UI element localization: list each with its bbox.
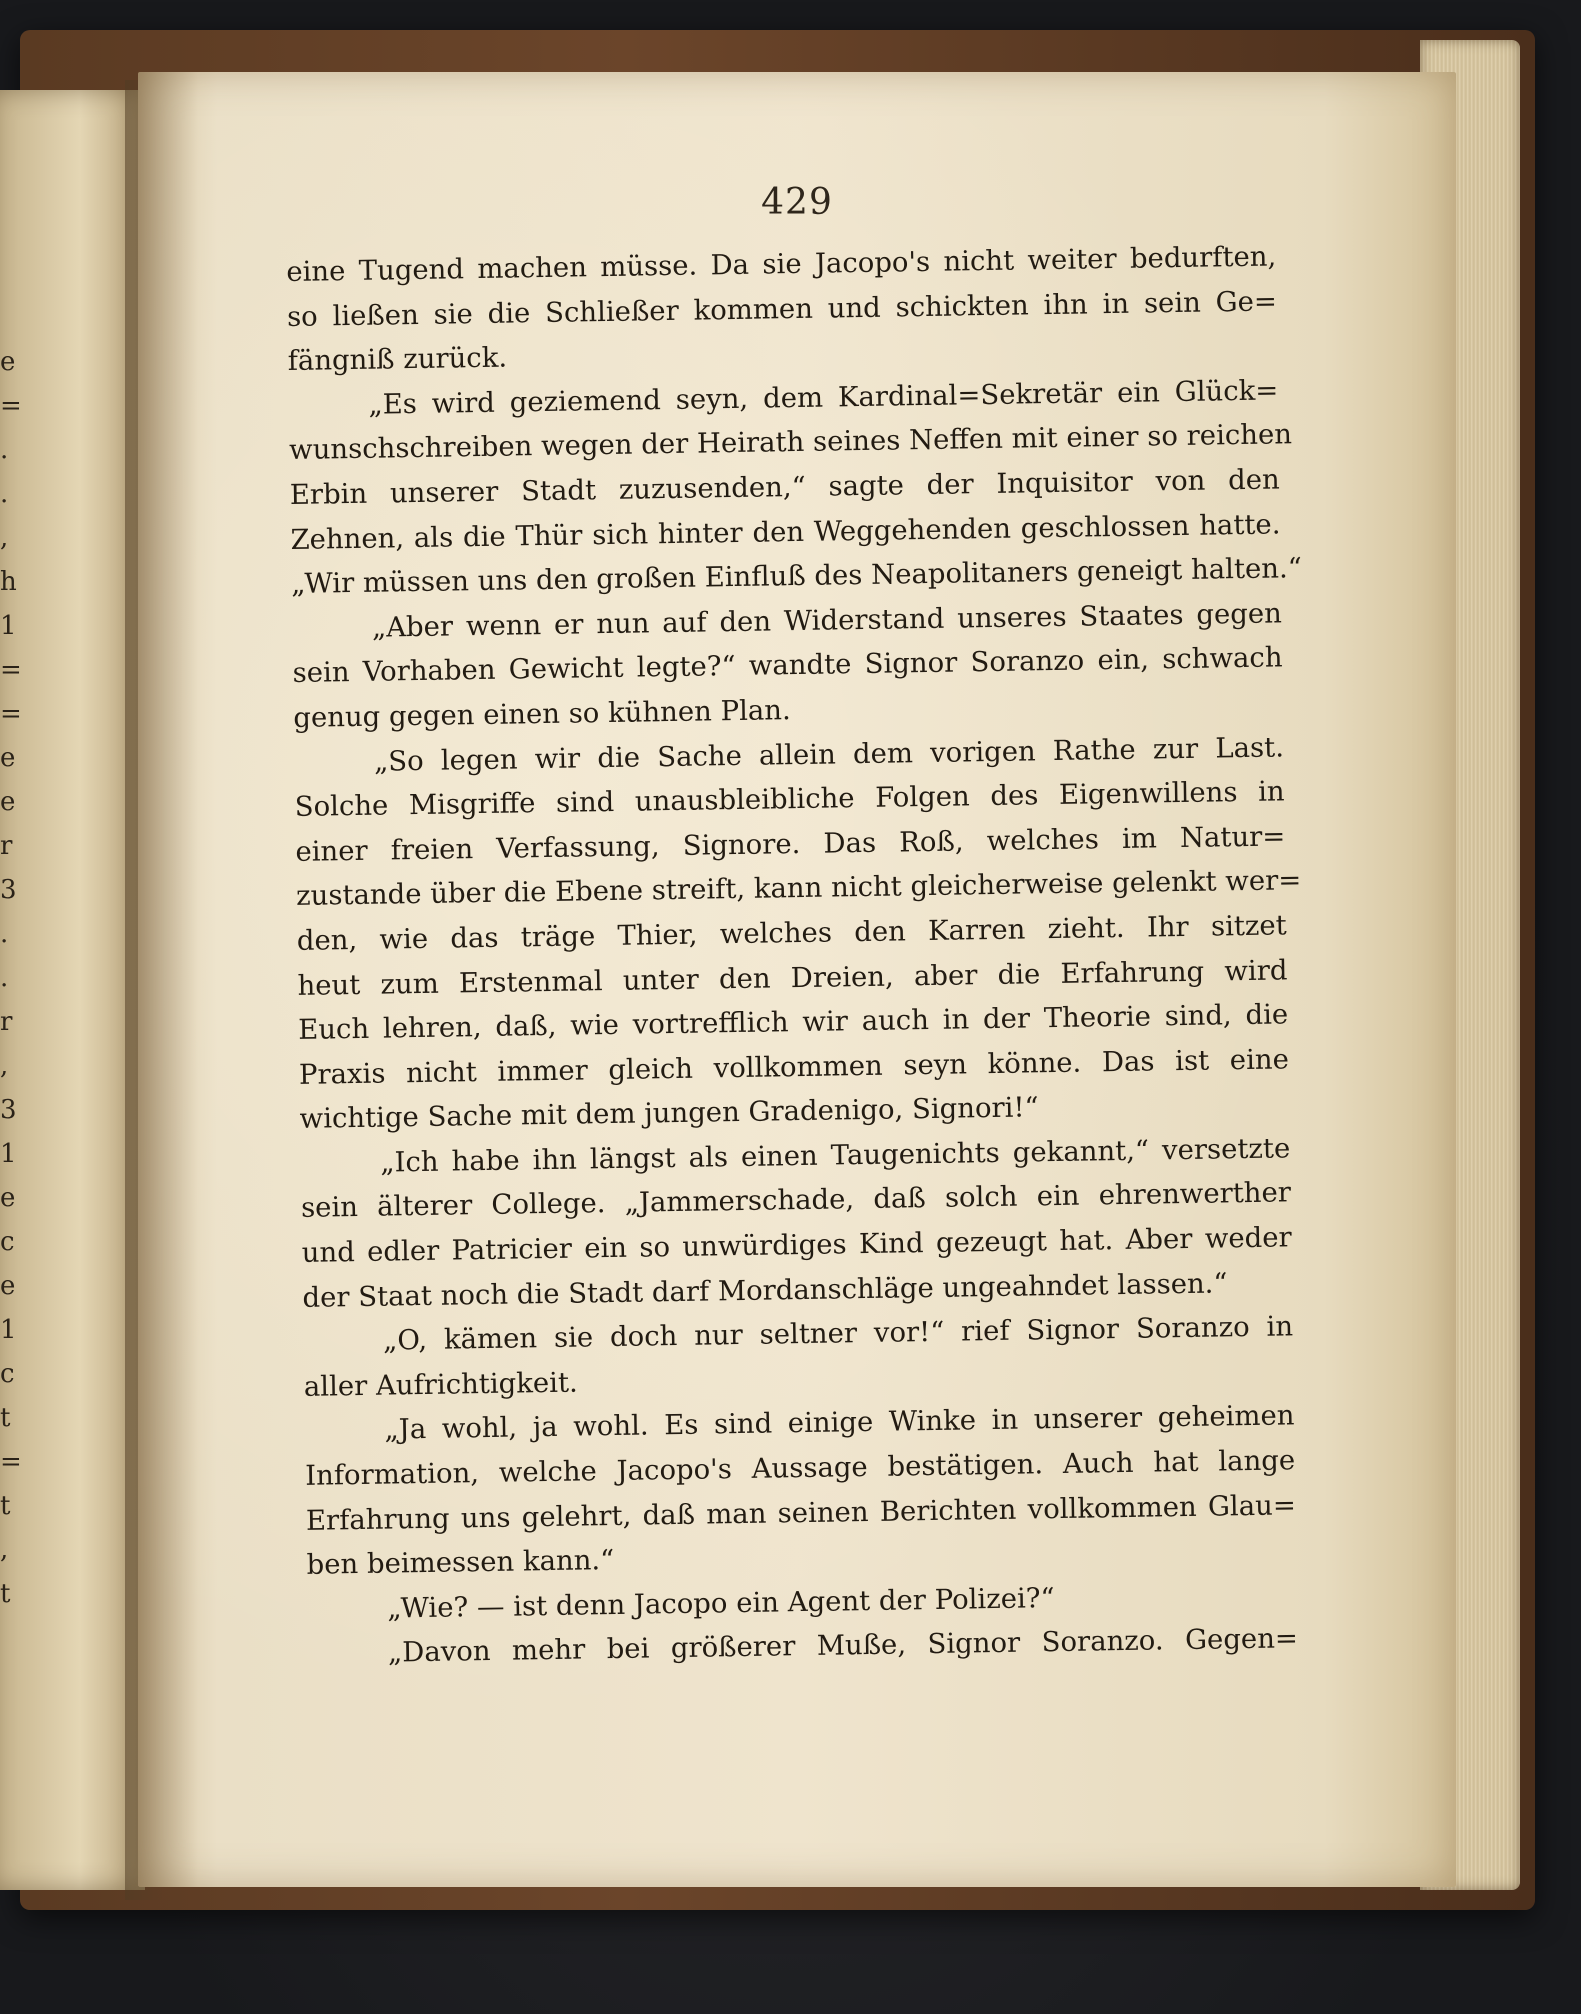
text-line: der Staat noch die Stadt darf Mordanschläge ungeahndet lassen.“ xyxy=(302,1266,1228,1314)
left-page-mark: t xyxy=(0,1491,11,1521)
text-line: so ließen sie die Schließer kommen und schickten ihn in sein Ge= xyxy=(286,285,1278,333)
left-page-mark: , xyxy=(0,1051,9,1081)
right-page xyxy=(138,72,1456,1887)
left-page-mark: c xyxy=(0,1227,15,1257)
text-line: den, wie das träge Thier, welches den Karren zieht. Ihr sitzet xyxy=(296,909,1287,957)
left-page-mark: e xyxy=(0,1271,16,1301)
left-page-mark: . xyxy=(0,479,9,509)
text-line: Erbin unserer Stadt zuzusenden,“ sagte der Inquisitor von den xyxy=(289,463,1280,511)
text-line: „Aber wenn er nun auf den Widerstand unseres Staates gegen xyxy=(371,597,1283,644)
text-line: Erfahrung uns gelehrt, daß man seinen Berichten vollkommen Glau= xyxy=(305,1488,1297,1537)
text-line: wunschschreiben wegen der Heirath seines Neffen mit einer so reichen xyxy=(288,418,1293,467)
left-page-mark: = xyxy=(0,699,22,729)
left-page-mark: . xyxy=(0,919,9,949)
left-page-mark: . xyxy=(0,963,9,993)
text-line: einer freien Verfassung, Signore. Das Roß, welches im Natur= xyxy=(295,820,1286,868)
left-page-mark: e xyxy=(0,787,16,817)
text-line: sein älterer College. „Jammerschade, daß solch ein ehrenwerther xyxy=(300,1176,1292,1225)
text-line: Information, welche Jacopo's Aussage bestätigen. Auch hat lange xyxy=(305,1444,1296,1492)
text-line: aller Aufrichtigkeit. xyxy=(303,1366,579,1403)
text-line: „Wie? — ist denn Jacopo ein Agent der Polizei?“ xyxy=(387,1581,1055,1625)
left-page-text-fragments xyxy=(0,340,20,1616)
text-line: zustande über die Ebene streift, kann nicht gleicherweise gelenkt wer= xyxy=(295,864,1302,913)
text-line: „Davon mehr bei größerer Muße, Signor Soranzo. Gegen= xyxy=(387,1622,1299,1669)
text-line: und edler Patricier ein so unwürdiges Kind gezeugt hat. Aber weder xyxy=(301,1221,1292,1269)
left-page-mark: . xyxy=(0,435,9,465)
left-page-mark: 1 xyxy=(0,611,17,641)
text-line: „O, kämen sie doch nur seltner vor!“ rief Signor Soranzo in xyxy=(382,1310,1294,1357)
left-page-mark: e xyxy=(0,347,16,377)
page-body-text xyxy=(286,234,1303,1676)
text-line: eine Tugend machen müsse. Da sie Jacopo's nicht weiter bedurften, xyxy=(286,240,1277,288)
text-line: Praxis nicht immer gleich vollkommen seyn könne. Das ist eine xyxy=(298,1043,1290,1091)
text-line: „Es wird geziemend seyn, dem Kardinal=Sekretär ein Glück= xyxy=(368,374,1279,421)
left-page-mark: e xyxy=(0,1183,16,1213)
text-line: ben beimessen kann.“ xyxy=(306,1544,615,1582)
left-page-mark: t xyxy=(0,1579,11,1609)
left-page-mark: 3 xyxy=(0,875,17,905)
left-page-mark: h xyxy=(0,567,17,597)
left-page-mark: c xyxy=(0,1359,15,1389)
left-page-mark: r xyxy=(0,831,13,861)
text-line: „Ich habe ihn längst als einen Taugenichts gekannt,“ versetzte xyxy=(380,1132,1291,1179)
left-page-mark: e xyxy=(0,743,16,773)
left-page-mark: = xyxy=(0,655,22,685)
text-line: „Wir müssen uns den großen Einfluß des Neapolitaners geneigt halten.“ xyxy=(290,552,1303,601)
left-page xyxy=(0,90,145,1890)
text-line: heut zum Erstenmal unter den Dreien, aber die Erfahrung wird xyxy=(297,953,1288,1002)
left-page-mark: 1 xyxy=(0,1315,17,1345)
left-page-mark: 1 xyxy=(0,1139,17,1169)
left-page-mark: = xyxy=(0,1447,22,1477)
left-page-mark: 3 xyxy=(0,1095,17,1125)
text-line: „So legen wir die Sache allein dem vorigen Rathe zur Last. xyxy=(373,730,1285,778)
text-line: Zehnen, als die Thür sich hinter den Weggehenden geschlossen hatte. xyxy=(290,507,1281,556)
text-line: Solche Misgriffe sind unausbleibliche Folgen des Eigenwillens in xyxy=(294,775,1285,824)
text-line: „Ja wohl, ja wohl. Es sind einige Winke in unserer geheimen xyxy=(384,1399,1295,1447)
left-page-mark: , xyxy=(0,523,9,553)
left-page-mark: t xyxy=(0,1403,11,1433)
left-page-mark: , xyxy=(0,1535,9,1565)
page-number: 429 xyxy=(761,182,833,223)
text-line: Euch lehren, daß, wie vortrefflich wir auch in der Theorie sind, die xyxy=(298,998,1289,1046)
text-line: genug gegen einen so kühnen Plan. xyxy=(293,694,791,734)
left-page-mark: = xyxy=(0,391,22,421)
text-line: wichtige Sache mit dem jungen Gradenigo, Signori!“ xyxy=(299,1091,1039,1136)
left-page-mark: r xyxy=(0,1007,13,1037)
text-line: fängniß zurück. xyxy=(287,341,508,378)
text-line: sein Vorhaben Gewicht legte?“ wandte Signor Soranzo ein, schwach xyxy=(292,641,1283,690)
